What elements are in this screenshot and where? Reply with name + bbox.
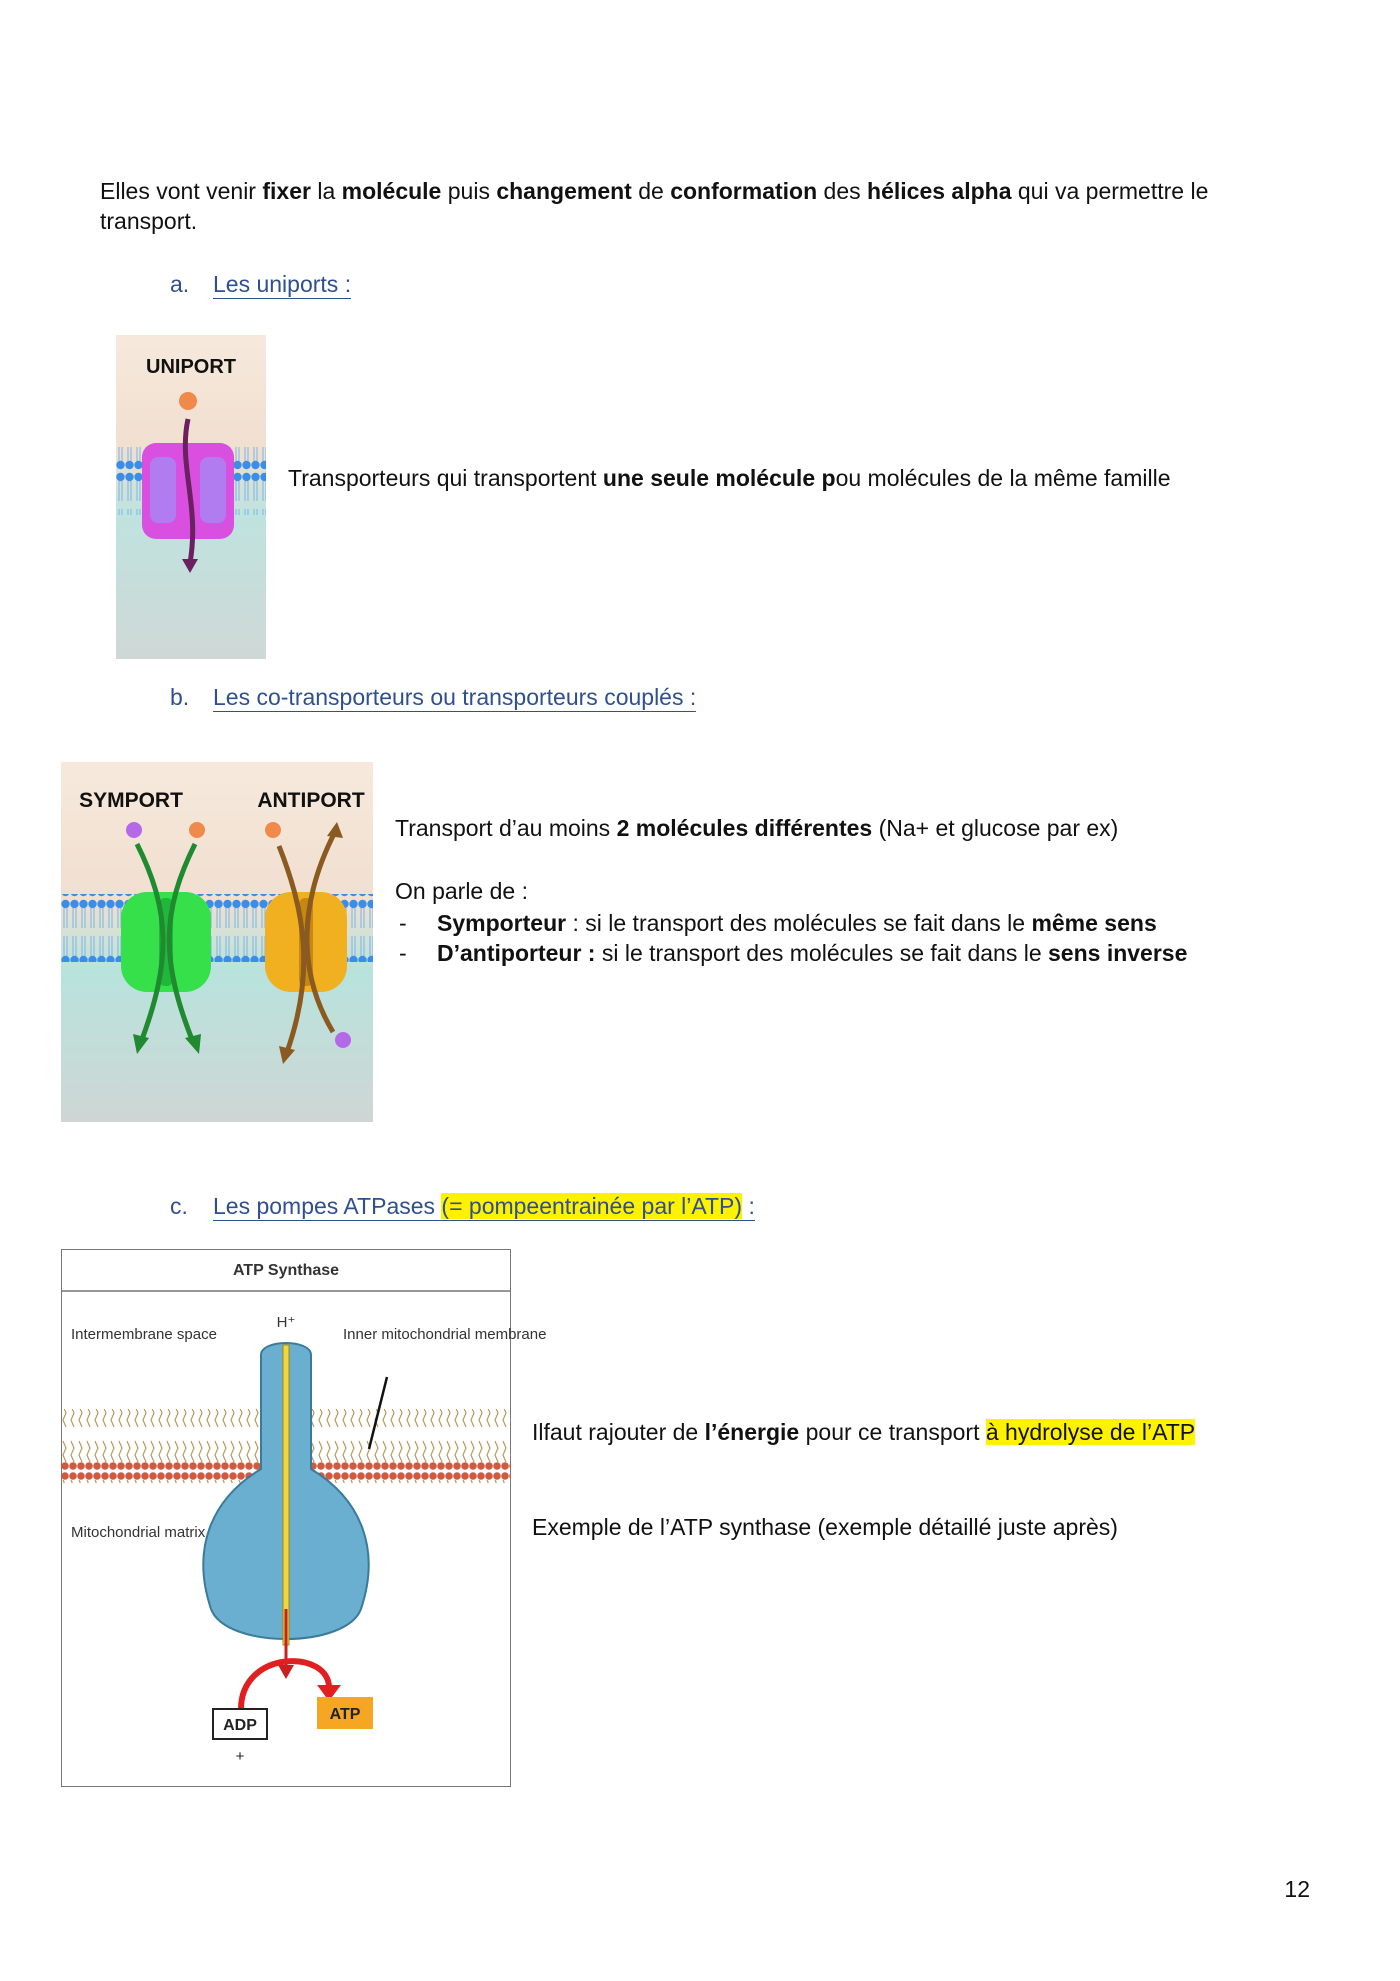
atpase-description: Ilfaut rajouter de l’énergie pour ce transport à hydrolyse de l’ATP — [532, 1419, 1196, 1445]
uniport-figure — [116, 335, 266, 659]
symport-antiport-figure — [61, 762, 373, 1122]
symport-label: SYMPORT — [79, 789, 183, 812]
section-a-title: Les uniports : — [213, 271, 352, 297]
section-b-title: Les co-transporteurs ou transporteurs couplés : — [213, 684, 697, 710]
atp-fig-title: ATP Synthase — [232, 1262, 340, 1279]
atp-label: ATP — [329, 1706, 361, 1723]
antiport-label: ANTIPORT — [257, 789, 365, 812]
intro-paragraph: Elles vont venir fixer la molécule puis changement de conformation des hélices alpha qui va permettre le transport. — [100, 178, 1209, 234]
uniport-molecule — [179, 392, 197, 410]
section-c-heading — [170, 1193, 870, 1225]
symport-molecule-orange — [189, 822, 205, 838]
cotransport-list — [395, 908, 1187, 968]
atp-synthase-figure — [61, 1249, 547, 1787]
list-item-symporteur: - Symporteur : si le transport des molécules se fait dans le même sens — [395, 908, 1187, 938]
section-c-title: Les pompes ATPases (= pompeentrainée par l’ATP) : — [213, 1193, 755, 1219]
section-a-letter: a. — [170, 271, 190, 297]
atp-fig-h-label: H⁺ — [276, 1314, 296, 1331]
page-number: 12 — [1284, 1876, 1310, 1902]
atp-fig-matrix-label: Mitochondrial matrix — [71, 1524, 206, 1541]
cotransport-description: Transport d’au moins 2 molécules différentes (Na+ et glucose par ex) — [395, 815, 1119, 841]
section-b-heading — [170, 684, 770, 716]
cotransport-intro: On parle de : — [395, 878, 528, 904]
proton-channel — [283, 1345, 289, 1645]
section-a-heading — [170, 271, 570, 303]
atpase-example: Exemple de l’ATP synthase (exemple détaillé juste après) — [532, 1514, 1118, 1540]
section-c-letter: c. — [170, 1193, 188, 1219]
uniport-description: Transporteurs qui transportent une seule molécule pou molécules de la même famille — [288, 465, 1171, 491]
section-b-letter: b. — [170, 684, 190, 710]
antiport-molecule-orange — [265, 822, 281, 838]
symport-molecule-purple — [126, 822, 142, 838]
uniport-label: UNIPORT — [146, 356, 236, 378]
atp-fig-inner-label: Inner mitochondrial membrane — [343, 1326, 547, 1343]
pi-label: + — [235, 1748, 245, 1765]
atp-fig-intermembrane-label: Intermembrane space — [71, 1326, 217, 1343]
antiport-molecule-purple — [335, 1032, 351, 1048]
adp-label: ADP — [223, 1717, 257, 1734]
list-item-antiporteur: - D’antiporteur : si le transport des molécules se fait dans le sens inverse — [395, 938, 1187, 968]
